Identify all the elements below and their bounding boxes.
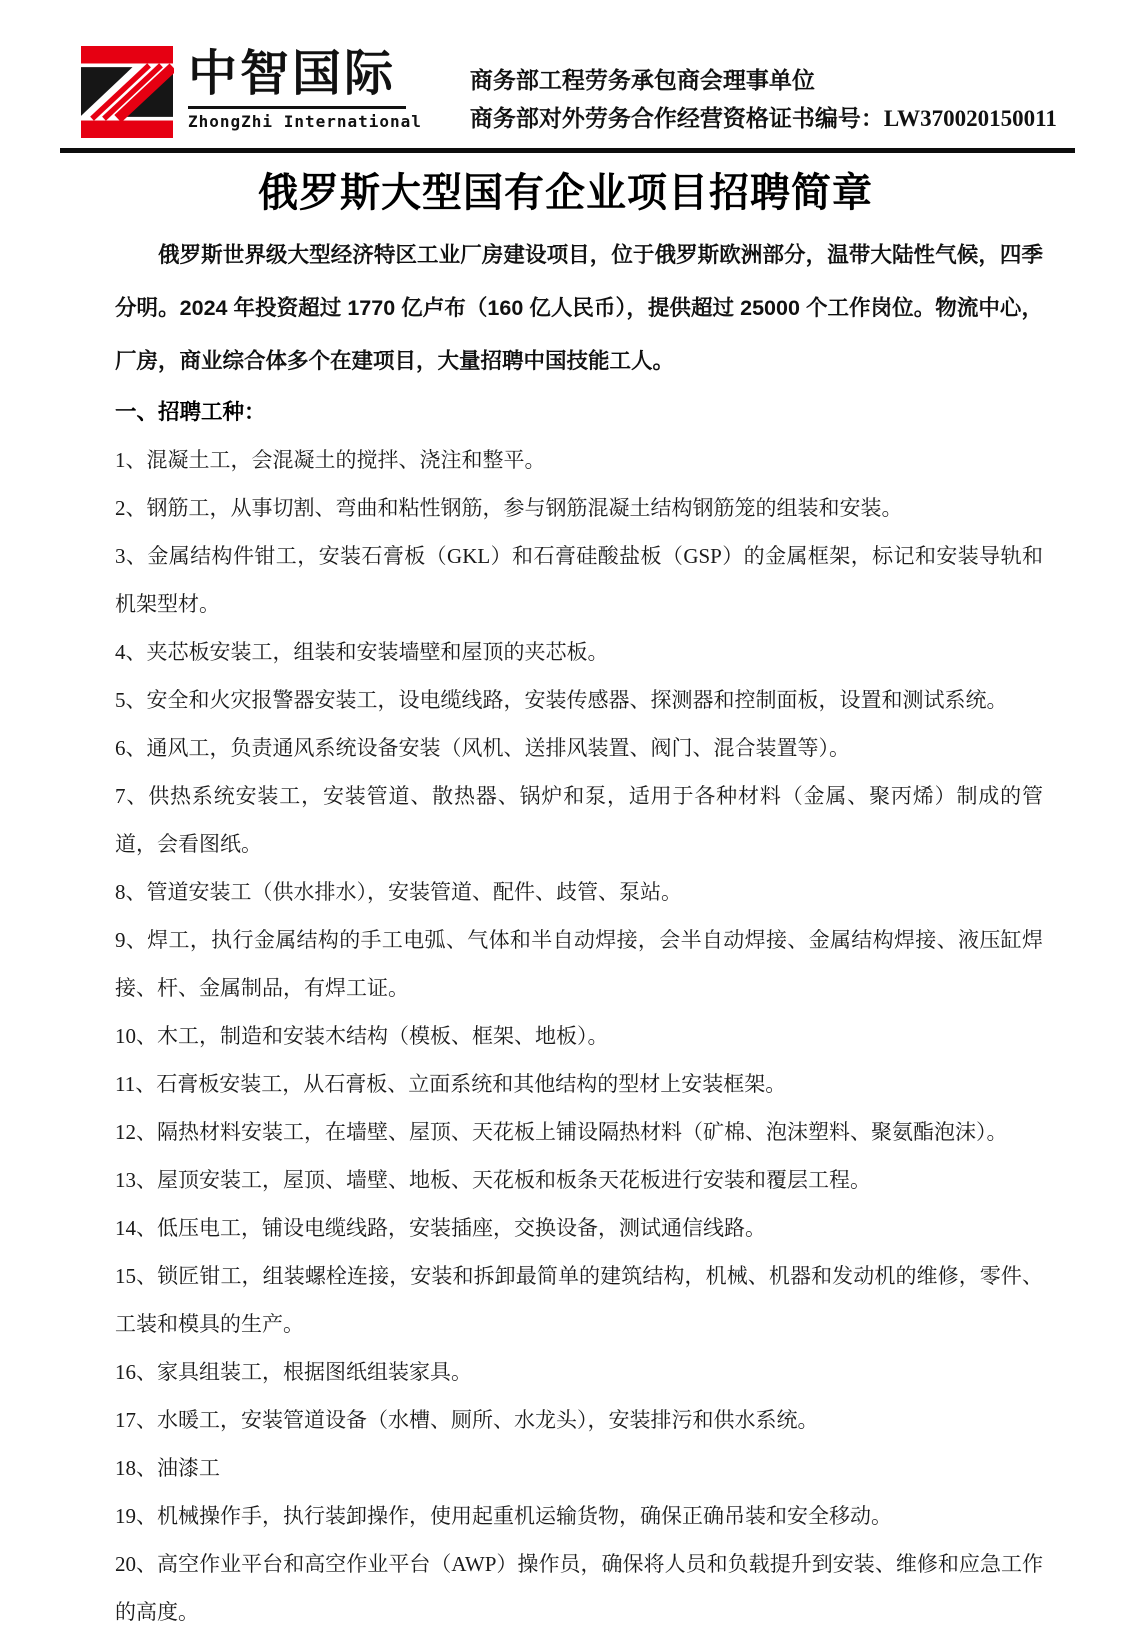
job-item: 11、石膏板安装工，从石膏板、立面系统和其他结构的型材上安装框架。 bbox=[115, 1072, 787, 1096]
job-item: 1、混凝土工，会混凝土的搅拌、浇注和整平。 bbox=[115, 448, 546, 472]
job-item: 13、屋顶安装工，屋顶、墙壁、地板、天花板和板条天花板进行安装和覆层工程。 bbox=[115, 1168, 871, 1192]
brand-name-en: ZhongZhi International bbox=[188, 112, 422, 131]
job-item: 10、木工，制造和安装木结构（模板、框架、地板）。 bbox=[115, 1024, 609, 1048]
job-item: 19、机械操作手，执行装卸操作，使用起重机运输货物，确保正确吊装和安全移动。 bbox=[115, 1504, 892, 1528]
job-item: 4、夹芯板安装工，组装和安装墙壁和屋顶的夹芯板。 bbox=[115, 640, 609, 664]
job-item: 12、隔热材料安装工，在墙壁、屋顶、天花板上铺设隔热材料（矿棉、泡沫塑料、聚氨酯泡沫）。 bbox=[115, 1120, 1008, 1144]
job-item: 8、管道安装工（供水排水），安装管道、配件、歧管、泵站。 bbox=[115, 880, 682, 904]
header bbox=[80, 46, 1075, 138]
credential-line-2: 商务部对外劳务合作经营资格证书编号：LW370020150011 bbox=[469, 106, 1057, 131]
brand-name-cn: 中智国际 bbox=[188, 47, 397, 101]
company-logo bbox=[80, 46, 422, 138]
job-item: 7、供热系统安装工，安装管道、散热器、锅炉和泵，适用于各种材料（金属、聚丙烯）制成的管道，会看图纸。 bbox=[115, 784, 1043, 856]
job-item: 5、安全和火灾报警器安装工，设电缆线路，安装传感器、探测器和控制面板，设置和测试系统。 bbox=[115, 688, 1008, 712]
brand-text bbox=[188, 46, 422, 131]
job-item: 20、高空作业平台和高空作业平台（AWP）操作员，确保将人员和负载提升到安装、维修和应急工作的高度。 bbox=[115, 1552, 1043, 1624]
job-item: 17、水暖工，安装管道设备（水槽、厕所、水龙头），安装排污和供水系统。 bbox=[115, 1408, 819, 1432]
page-title: 俄罗斯大型国有企业项目招聘简章 bbox=[258, 170, 873, 215]
job-item: 6、通风工，负责通风系统设备安装（风机、送排风装置、阀门、混合装置等）。 bbox=[115, 736, 850, 760]
credentials bbox=[470, 46, 1057, 138]
section-heading: 一、招聘工种： bbox=[115, 400, 266, 424]
credential-line-1: 商务部工程劳务承包商会理事单位 bbox=[469, 68, 815, 93]
zhongzhi-z-icon bbox=[80, 46, 174, 138]
job-item: 9、焊工，执行金属结构的手工电弧、气体和半自动焊接，会半自动焊接、金属结构焊接、液压缸焊接、杆、金属制品，有焊工证。 bbox=[115, 928, 1043, 1000]
brand-underline bbox=[188, 106, 406, 109]
job-item: 15、锁匠钳工，组装螺栓连接，安装和拆卸最简单的建筑结构，机械、机器和发动机的维修，零件、工装和模具的生产。 bbox=[115, 1264, 1043, 1336]
job-list bbox=[115, 436, 1043, 1636]
job-item: 14、低压电工，铺设电缆线路，安装插座，交换设备，测试通信线路。 bbox=[115, 1216, 766, 1240]
document-page bbox=[0, 46, 1131, 1646]
header-divider bbox=[60, 148, 1075, 153]
job-item: 16、家具组装工，根据图纸组装家具。 bbox=[115, 1360, 472, 1384]
job-item: 2、钢筋工，从事切割、弯曲和粘性钢筋，参与钢筋混凝土结构钢筋笼的组装和安装。 bbox=[115, 496, 903, 520]
job-item: 18、油漆工 bbox=[115, 1456, 220, 1480]
job-item: 3、金属结构件钳工，安装石膏板（GKL）和石膏硅酸盐板（GSP）的金属框架，标记和安装导轨和机架型材。 bbox=[115, 544, 1043, 616]
intro-paragraph: 俄罗斯世界级大型经济特区工业厂房建设项目，位于俄罗斯欧洲部分，温带大陆性气候，四季分明。2024 年投资超过 1770 亿卢布（160 亿人民币），提供超过 25000 个工作岗位。物流中心，厂房，商业综合体多个在建项目，大量招聘中国技能工人。 bbox=[115, 243, 1043, 373]
